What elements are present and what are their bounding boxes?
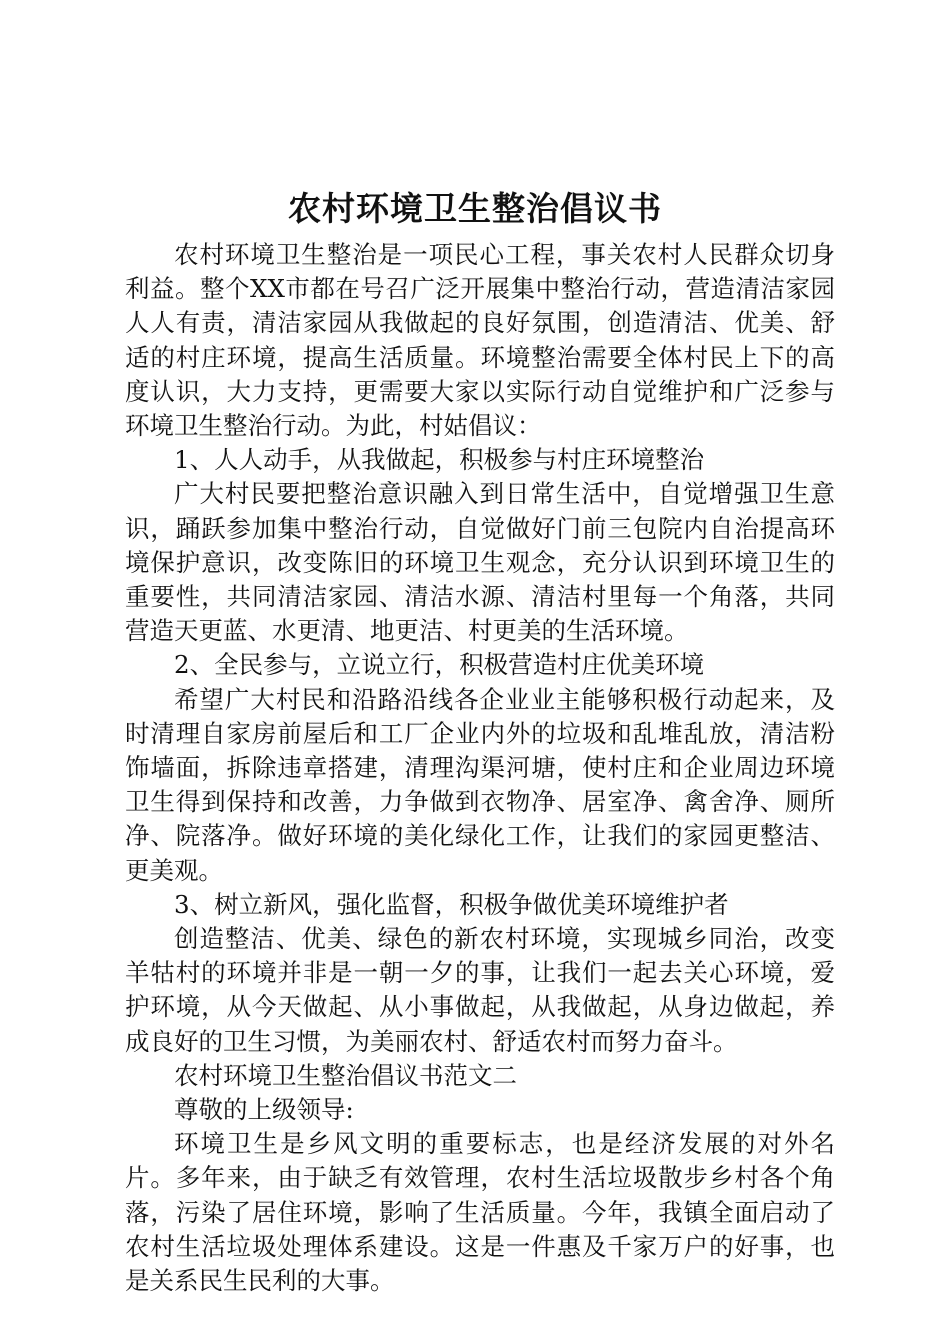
document-title: 农村环境卫生整治倡议书 [288, 189, 662, 228]
second-sample-title: 农村环境卫生整治倡议书范文二 [174, 1060, 517, 1090]
document-body [125, 238, 835, 1298]
section-paragraph-1: 广大村民要把整治意识融入到日常生活中，自觉增强卫生意识，踊跃参加集中整治行动，自觉做好门前三包院内自治提高环境保护意识，改变陈旧的环境卫生观念，充分认识到环境卫生的重要性，共同清洁家园、清洁水源、清洁村里每一个角落，共同营造天更蓝、水更清、地更洁、村更美的生活环境。 [125, 479, 835, 646]
section-heading-2: 2、全民参与，立说立行，积极营造村庄优美环境 [174, 650, 705, 680]
intro-paragraph: 农村环境卫生整治是一项民心工程，事关农村人民群众切身利益。整个XX市都在号召广泛开展集中整治行动，营造清洁家园人人有责，清洁家园从我做起的良好氛围，创造清洁、优美、舒适的村庄环境，提高生活质量。环境整治需要全体村民上下的高度认识，大力支持，更需要大家以实际行动自觉维护和广泛参与环境卫生整治行动。为此，村姑倡议： [125, 240, 835, 441]
salutation: 尊敬的上级领导: [174, 1095, 354, 1125]
second-sample-paragraph: 环境卫生是乡风文明的重要标志，也是经济发展的对外名片。多年来，由于缺乏有效管理，农村生活垃圾散步乡村各个角落，污染了居住环境，影响了生活质量。今年，我镇全面启动了农村生活垃圾处理体系建设。这是一件惠及千家万户的好事，也是关系民生民利的大事。 [125, 1129, 835, 1296]
section-paragraph-3: 创造整洁、优美、绿色的新农村环境，实现城乡同治，改变羊牯村的环境并非是一朝一夕的事，让我们一起去关心环境，爱护环境，从今天做起、从小事做起，从我做起，从身边做起，养成良好的卫生习惯，为美丽农村、舒适农村而努力奋斗。 [125, 924, 835, 1056]
section-heading-3: 3、树立新风，强化监督，积极争做优美环境维护者 [174, 889, 729, 919]
section-paragraph-2: 希望广大村民和沿路沿线各企业业主能够积极行动起来，及时清理自家房前屋后和工厂企业内外的垃圾和乱堆乱放，清洁粉饰墙面，拆除违章搭建，清理沟渠河塘，使村庄和企业周边环境卫生得到保持和改善，力争做到衣物净、居室净、禽舍净、厕所净、院落净。做好环境的美化绿化工作，让我们的家园更整洁、更美观。 [125, 684, 835, 885]
section-heading-1: 1、人人动手，从我做起，积极参与村庄环境整治 [174, 445, 705, 475]
